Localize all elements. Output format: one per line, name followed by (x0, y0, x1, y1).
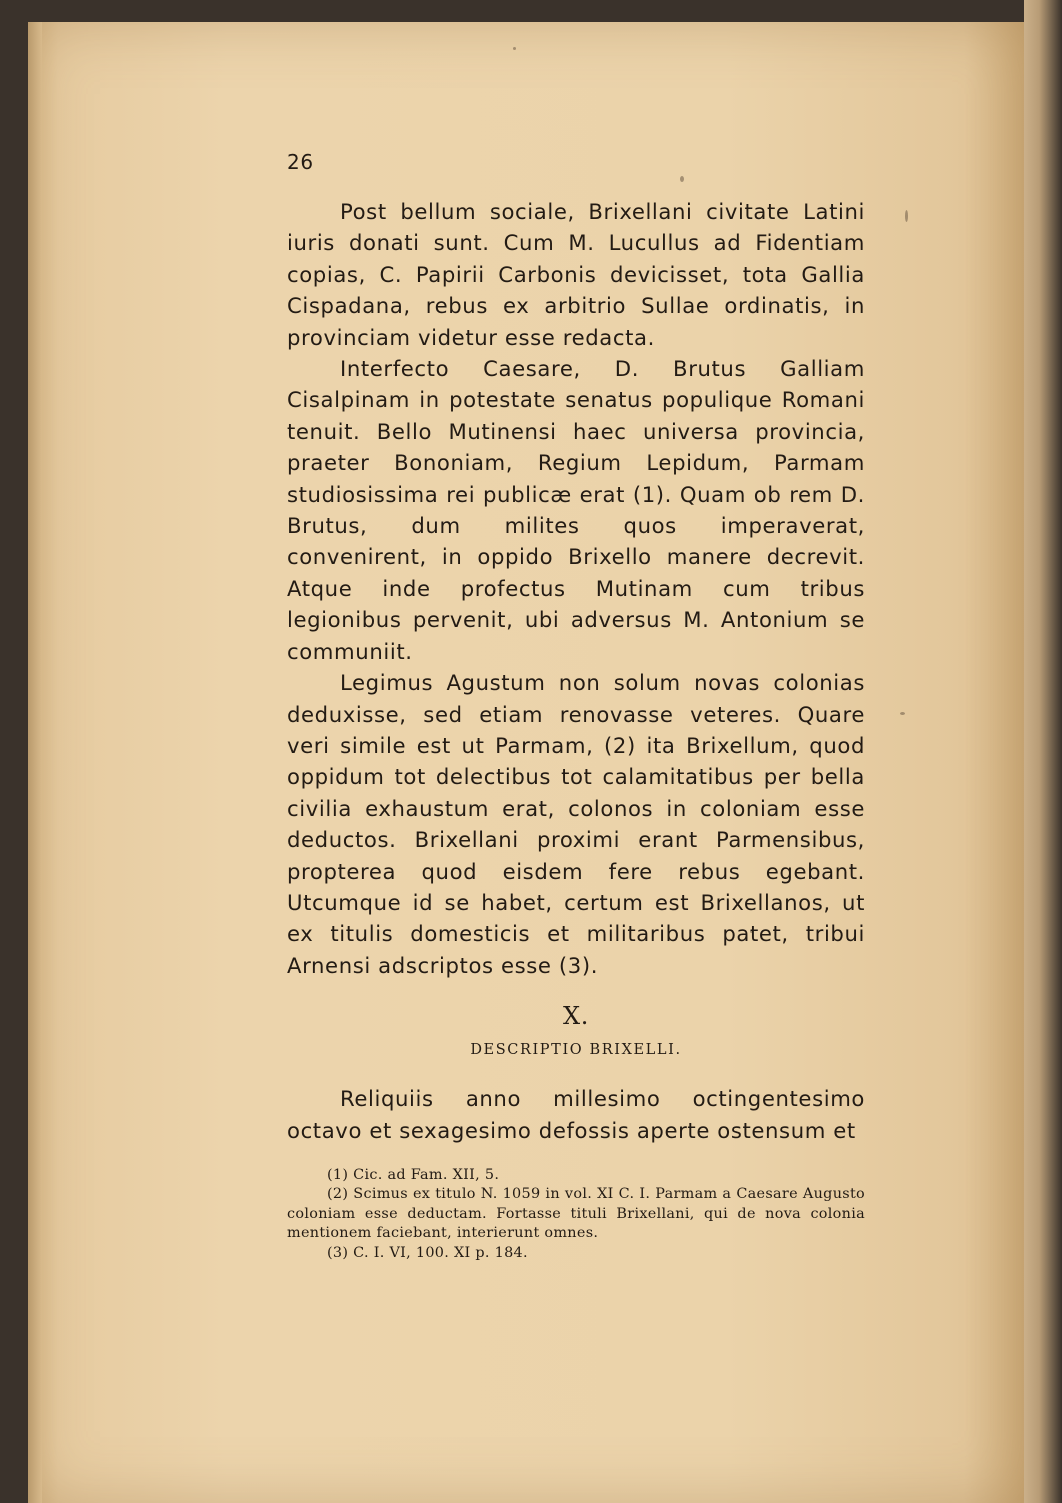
section-title: DESCRIPTIO BRIXELLI. (470, 1042, 682, 1059)
paper-speck (513, 47, 516, 50)
footnote: (3) C. I. VI, 100. XI p. 184. (327, 1244, 528, 1261)
page-content (287, 150, 865, 1263)
paragraph: Interfecto Caesare, D. Brutus Galliam Cisalpinam in potestate senatus populique Romani tenuit. Bello Mutinensi haec universa provincia, praeter Bononiam, Regium Lepidum, Parmam studiosissima rei publicæ erat (1). Quam ob rem D. Brutus, dum milites quos imperaverat, convenirent, in oppido Brixello manere decrevit. Atque inde profectus Mutinam cum tribus legionibus pervenit, ubi adversus M. Antonium se communiit. (287, 356, 865, 664)
page-number: 26 (287, 150, 314, 174)
paragraph: Post bellum sociale, Brixellani civitate Latini iuris donati sunt. Cum M. Lucullus ad Fidentiam copias, C. Papirii Carbonis devicisset, tota Gallia Cispadana, rebus ex arbitrio Sullae ordinatis, in provinciam videtur esse redacta. (287, 199, 865, 350)
footnote: (2) Scimus ex titulo N. 1059 in vol. XI C. I. Parmam a Caesare Augusto coloniam esse deductam. Fortasse tituli Brixellani, qui de nova colonia mentionem faciebant, interierunt omnes. (287, 1186, 865, 1242)
binding-edge (28, 22, 42, 1503)
page-edge (1024, 0, 1062, 1503)
footnote: (1) Cic. ad Fam. XII, 5. (327, 1166, 500, 1183)
paragraph: Reliquiis anno millesimo octingentesimo octavo et sexagesimo defossis aperte ostensum et (287, 1086, 865, 1143)
paper-speck (900, 712, 905, 715)
paragraph: Legimus Agustum non solum novas colonias deduxisse, sed etiam renovasse veteres. Quare veri simile est ut Parmam, (2) ita Brixellum, quod oppidum tot delectibus tot calamitatibus per bella civilia exhaustum erat, colonos in coloniam esse deductos. Brixellani proximi erant Parmensibus, propterea quod eisdem fere rebus egebant. Utcumque id se habet, certum est Brixellanos, ut ex titulis domesticis et militaribus patet, tribui Arnensi adscriptos esse (3). (287, 670, 865, 978)
paper-speck (905, 210, 908, 222)
section-number: X. (563, 1002, 589, 1031)
footnotes (287, 1166, 865, 1264)
